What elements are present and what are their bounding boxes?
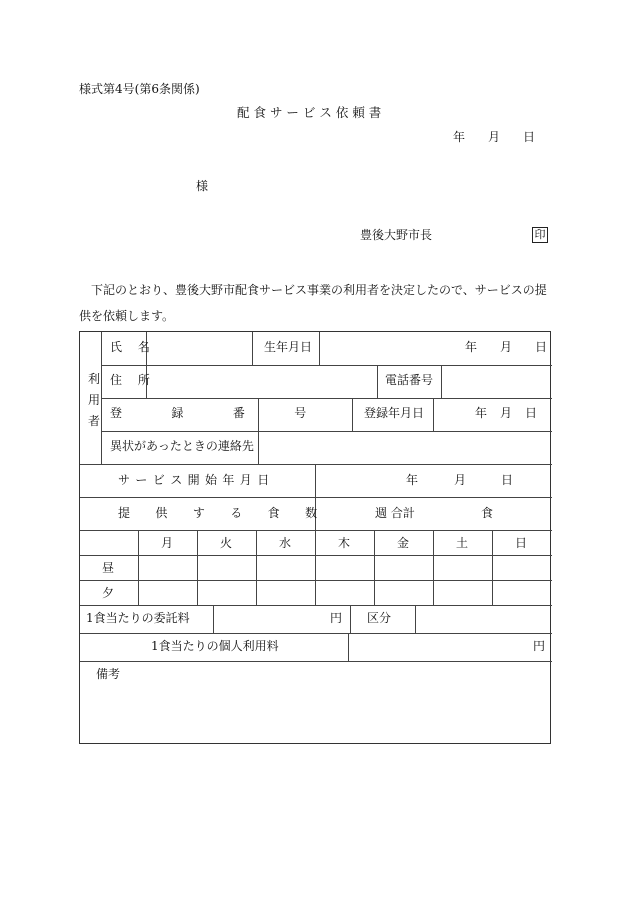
category-field[interactable] bbox=[415, 605, 550, 631]
start-month-label: 月 bbox=[454, 473, 467, 487]
birth-month-label: 月 bbox=[500, 340, 513, 354]
reg-year-label: 年 bbox=[475, 406, 488, 420]
date-month-label: 月 bbox=[488, 130, 501, 144]
lunch-label: 昼 bbox=[102, 561, 115, 575]
user-group-label: 利 用 者 bbox=[87, 372, 100, 428]
meals-label: 提 供 す る 食 数 bbox=[118, 506, 328, 520]
start-day-label: 日 bbox=[501, 473, 514, 487]
issuer-name: 豊後大野市長 bbox=[360, 228, 433, 242]
reg-number-label: 登 録 番 号 bbox=[110, 406, 330, 420]
commission-yen: 円 bbox=[330, 611, 343, 625]
body-paragraph: 下記のとおり、豊後大野市配食サービス事業の利用者を決定したので、サービスの提供を依頼します。 bbox=[79, 283, 547, 323]
weekday-thu: 木 bbox=[338, 536, 351, 550]
phone-label: 電話番号 bbox=[385, 373, 434, 387]
name-field[interactable] bbox=[146, 332, 251, 364]
personal-fee-label: 1食当たりの個人利用料 bbox=[151, 639, 279, 653]
commission-label: 1食当たりの委託料 bbox=[86, 611, 190, 625]
weekday-sat: 土 bbox=[456, 536, 469, 550]
meal-unit-label: 食 bbox=[481, 506, 494, 520]
personal-fee-yen: 円 bbox=[533, 639, 546, 653]
emergency-contact-field[interactable] bbox=[258, 431, 550, 463]
date-day-label: 日 bbox=[523, 130, 536, 144]
reg-number-field[interactable] bbox=[258, 398, 351, 430]
remarks-label: 備考 bbox=[96, 667, 121, 681]
weekday-mon: 月 bbox=[161, 536, 174, 550]
weekday-fri: 金 bbox=[397, 536, 410, 550]
seal-mark: 印 bbox=[532, 227, 548, 243]
document-title: 配 食 サ ー ビ ス 依 頼 書 bbox=[237, 105, 382, 120]
birth-year-label: 年 bbox=[465, 340, 478, 354]
remarks-field[interactable] bbox=[80, 686, 550, 742]
address-label: 住 所 bbox=[110, 373, 156, 387]
reg-date-label: 登録年月日 bbox=[364, 406, 425, 420]
start-year-label: 年 bbox=[406, 473, 419, 487]
service-start-label: サービス開始年月日 bbox=[118, 473, 275, 487]
weekday-tue: 火 bbox=[220, 536, 233, 550]
birth-day-label: 日 bbox=[535, 340, 548, 354]
date-year-label: 年 bbox=[453, 130, 466, 144]
weekday-wed: 水 bbox=[279, 536, 292, 550]
emergency-contact-label: 異状があったときの連絡先 bbox=[110, 439, 254, 453]
weekday-sun: 日 bbox=[515, 536, 528, 550]
phone-field[interactable] bbox=[441, 365, 550, 397]
addressee-suffix: 様 bbox=[196, 179, 209, 193]
birthdate-label: 生年月日 bbox=[264, 340, 313, 354]
address-field[interactable] bbox=[146, 365, 376, 397]
dinner-label: 夕 bbox=[102, 586, 115, 600]
form-number: 様式第4号(第6条関係) bbox=[79, 82, 200, 96]
reg-month-label: 月 bbox=[500, 406, 513, 420]
category-label: 区分 bbox=[367, 611, 392, 625]
reg-day-label: 日 bbox=[525, 406, 538, 420]
name-label: 氏 名 bbox=[110, 340, 156, 354]
weekly-total-label: 週 合計 bbox=[375, 506, 415, 520]
